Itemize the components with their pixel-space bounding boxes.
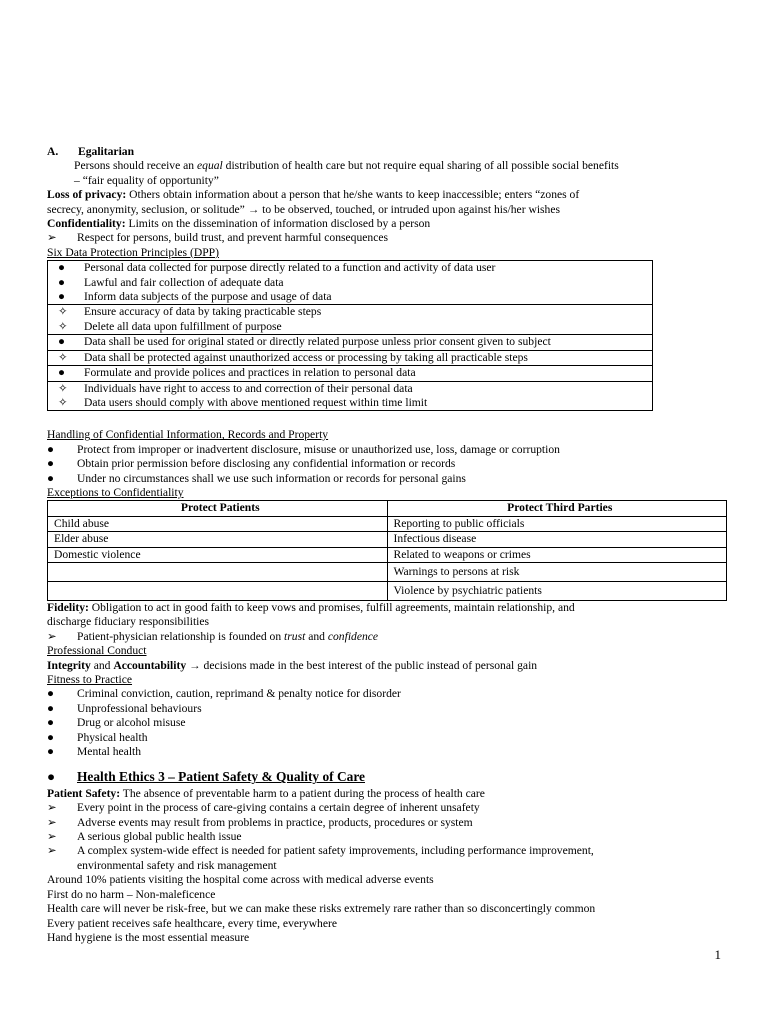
dpp-marker: ✧ xyxy=(58,305,68,319)
section-a-title: Egalitarian xyxy=(78,145,135,158)
health-ethics-3-heading: ● Health Ethics 3 – Patient Safety & Quality of Care xyxy=(47,769,365,785)
dpp-row xyxy=(48,366,653,381)
exceptions-cell-patients: Domestic violence xyxy=(48,547,388,562)
handling-item-marker: ● xyxy=(47,471,55,485)
dpp-row xyxy=(48,305,653,320)
fitness-item-text: Drug or alcohol misuse xyxy=(77,716,186,730)
patient-safety-bullet xyxy=(47,801,727,815)
dpp-marker: ● xyxy=(58,290,66,304)
fitness-item xyxy=(47,702,727,716)
conduct-line: Integrity and Accountability → decisions made in the best interest of the public instead of personal gain xyxy=(47,658,538,672)
exceptions-cell-patients xyxy=(48,562,388,581)
health-ethics-3-title: Health Ethics 3 – Patient Safety & Quality of Care xyxy=(77,769,365,785)
dpp-text: Data shall be protected against unauthorized access or processing by taking all practicable steps xyxy=(84,350,528,364)
fitness-item-marker: ● xyxy=(47,716,55,730)
dpp-cell xyxy=(48,305,653,320)
handling-item xyxy=(47,457,727,471)
fitness-item xyxy=(47,716,727,730)
handling-item-marker: ● xyxy=(47,442,55,456)
privacy-line-2: secrecy, anonymity, seclusion, or solitude” → to be observed, touched, or intruded upon against his/her wishes xyxy=(47,202,561,216)
dpp-marker: ● xyxy=(58,261,66,275)
dpp-marker: ● xyxy=(58,275,66,289)
dpp-row xyxy=(48,381,653,396)
handling-item-text: Obtain prior permission before disclosing any confidential information or records xyxy=(77,457,456,471)
dpp-table xyxy=(47,260,653,411)
fitness-item-text: Mental health xyxy=(77,745,142,759)
patient-safety-bullet-text: A complex system-wide effect is needed for patient safety improvements, including performance improvement, xyxy=(77,844,594,858)
dpp-text: Inform data subjects of the purpose and usage of data xyxy=(84,290,332,304)
dpp-text: Ensure accuracy of data by taking practicable steps xyxy=(84,305,322,319)
dpp-text: Delete all data upon fulfillment of purpose xyxy=(84,319,282,333)
patient-safety-bullet-marker: ➢ xyxy=(47,815,57,829)
fitness-item-marker: ● xyxy=(47,687,55,701)
fitness-item xyxy=(47,745,727,759)
handling-heading: Handling of Confidential Information, Records and Property xyxy=(47,428,329,442)
patient-safety-bullet xyxy=(47,816,727,830)
patient-safety-line: Patient Safety: The absence of preventable harm to a patient during the process of health care xyxy=(47,786,485,800)
patient-safety-bullet-continuation: environmental safety and risk management xyxy=(77,858,277,872)
conduct-heading: Professional Conduct xyxy=(47,644,147,658)
exceptions-cell-third-parties: Reporting to public officials xyxy=(387,516,727,531)
exceptions-table xyxy=(47,500,727,601)
exceptions-cell-patients: Elder abuse xyxy=(48,532,388,547)
patient-safety-bullet xyxy=(47,830,727,844)
fitness-heading: Fitness to Practice xyxy=(47,673,133,686)
exceptions-cell-patients xyxy=(48,581,388,600)
exceptions-heading: Exceptions to Confidentiality xyxy=(47,485,184,499)
exceptions-row xyxy=(48,581,727,600)
dpp-text: Individuals have right to access to and correction of their personal data xyxy=(84,381,413,395)
patient-safety-bullet-marker: ➢ xyxy=(47,801,57,815)
dpp-cell xyxy=(48,396,653,411)
fitness-list xyxy=(47,687,727,759)
fidelity-line-1: Fidelity: Obligation to act in good faith to keep vows and promises, fulfill agreements, maintain relationship, and xyxy=(47,600,575,614)
section-a-heading xyxy=(47,145,727,159)
confidentiality-line: Confidentiality: Limits on the dissemination of information disclosed by a person xyxy=(47,217,431,231)
patient-safety-note: First do no harm – Non-maleficence xyxy=(47,887,216,901)
dpp-row xyxy=(48,396,653,411)
fitness-item-text: Physical health xyxy=(77,730,148,744)
page-number: 1 xyxy=(714,947,721,962)
dpp-text: Data users should comply with above mentioned request within time limit xyxy=(84,395,428,409)
dpp-row xyxy=(48,261,653,276)
patient-safety-bullet-marker: ➢ xyxy=(47,844,57,858)
fitness-item-marker: ● xyxy=(47,701,55,715)
dpp-row xyxy=(48,290,653,305)
patient-safety-note: Hand hygiene is the most essential measure xyxy=(47,930,250,944)
exceptions-cell-third-parties: Related to weapons or crimes xyxy=(387,547,727,562)
dpp-text: Personal data collected for purpose directly related to a function and activity of data user xyxy=(84,261,496,275)
exceptions-row xyxy=(48,547,727,562)
exceptions-row xyxy=(48,516,727,531)
dpp-cell xyxy=(48,290,653,305)
exceptions-cell-patients: Child abuse xyxy=(48,516,388,531)
document-page xyxy=(47,145,727,945)
dpp-row xyxy=(48,335,653,350)
fitness-item-text: Unprofessional behaviours xyxy=(77,701,202,715)
dpp-cell xyxy=(48,381,653,396)
handling-list xyxy=(47,443,727,486)
dpp-marker: ● xyxy=(58,366,66,380)
dpp-marker: ● xyxy=(58,335,66,349)
fitness-item-marker: ● xyxy=(47,730,55,744)
handling-item-text: Under no circumstances shall we use such information or records for personal gains xyxy=(77,471,466,485)
patient-safety-bullets xyxy=(47,801,727,859)
exceptions-cell-third-parties: Violence by psychiatric patients xyxy=(387,581,727,600)
dpp-marker: ✧ xyxy=(58,350,68,364)
dpp-marker: ✧ xyxy=(58,395,68,409)
patient-safety-bullet-marker: ➢ xyxy=(47,830,57,844)
handling-item-text: Protect from improper or inadvertent disclosure, misuse or unauthorized use, loss, damage or corruption xyxy=(77,442,560,456)
dpp-text: Data shall be used for original stated or directly related purpose unless prior consent given to subject xyxy=(84,335,551,349)
dpp-heading: Six Data Protection Principles (DPP) xyxy=(47,245,219,259)
privacy-line-1: Loss of privacy: Others obtain information about a person that he/she wants to keep inaccessible; enters “zones of xyxy=(47,188,580,202)
patient-safety-notes xyxy=(47,873,727,945)
fidelity-line-2: discharge fiduciary responsibilities xyxy=(47,615,210,629)
patient-safety-note: Every patient receives safe healthcare, every time, everywhere xyxy=(47,916,338,930)
exceptions-col-third-parties: Protect Third Parties xyxy=(387,501,727,516)
exceptions-col-patients: Protect Patients xyxy=(48,501,388,516)
dpp-marker: ✧ xyxy=(58,381,68,395)
dpp-row xyxy=(48,276,653,290)
exceptions-row xyxy=(48,532,727,547)
dpp-text: Lawful and fair collection of adequate data xyxy=(84,275,284,289)
dpp-cell xyxy=(48,350,653,365)
handling-item xyxy=(47,472,727,486)
fitness-item-text: Criminal conviction, caution, reprimand & penalty notice for disorder xyxy=(77,687,401,701)
dpp-cell xyxy=(48,276,653,290)
dpp-cell xyxy=(48,335,653,350)
section-a-label: A. xyxy=(47,145,59,158)
fidelity-bullet: ➢ Patient-physician relationship is founded on trust and confidence xyxy=(47,629,379,643)
patient-safety-bullet-text: A serious global public health issue xyxy=(77,830,242,844)
patient-safety-note: Around 10% patients visiting the hospital come across with medical adverse events xyxy=(47,873,434,887)
patient-safety-bullet-text: Every point in the process of care-giving contains a certain degree of inherent unsafety xyxy=(77,801,480,815)
dpp-text: Formulate and provide polices and practices in relation to personal data xyxy=(84,366,416,380)
dpp-cell xyxy=(48,320,653,335)
exceptions-cell-third-parties: Infectious disease xyxy=(387,532,727,547)
fitness-item-marker: ● xyxy=(47,745,55,759)
fitness-item xyxy=(47,731,727,745)
patient-safety-bullet-text: Adverse events may result from problems in practice, products, procedures or system xyxy=(77,815,473,829)
fitness-item xyxy=(47,687,727,701)
exceptions-row xyxy=(48,562,727,581)
dpp-marker: ✧ xyxy=(58,319,68,333)
exceptions-cell-third-parties: Warnings to persons at risk xyxy=(387,562,727,581)
egalitarian-line-1: Persons should receive an equal distribution of health care but not require equal sharing of all possible social benefits xyxy=(74,159,619,173)
handling-item xyxy=(47,443,727,457)
dpp-row xyxy=(48,350,653,365)
dpp-cell xyxy=(48,366,653,381)
confidentiality-bullet: ➢ Respect for persons, build trust, and prevent harmful consequences xyxy=(47,231,389,245)
patient-safety-bullet xyxy=(47,844,727,858)
dpp-row xyxy=(48,320,653,335)
dpp-cell xyxy=(48,261,653,276)
handling-item-marker: ● xyxy=(47,457,55,471)
egalitarian-line-2: – “fair equality of opportunity” xyxy=(74,173,219,187)
patient-safety-note: Health care will never be risk-free, but we can make these risks extremely rare rather than so disconcertingly common xyxy=(47,902,596,916)
